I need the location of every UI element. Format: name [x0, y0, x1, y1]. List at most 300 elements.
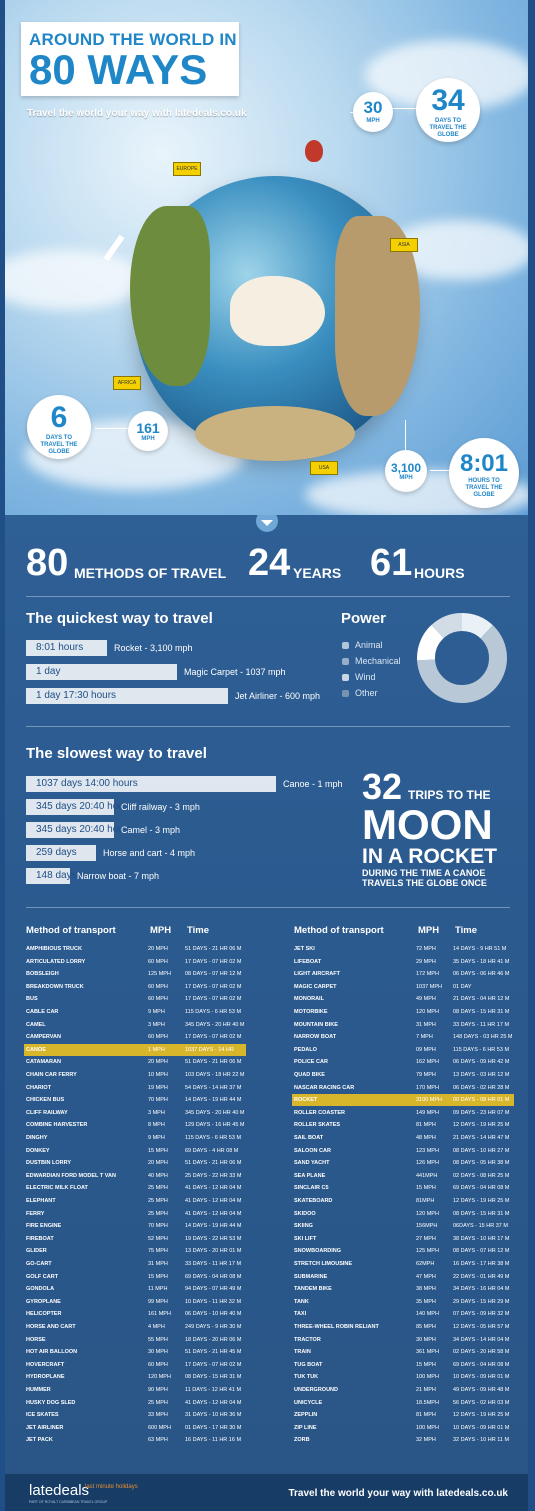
table-row [24, 1409, 246, 1421]
bubble-number: 30 [363, 98, 383, 117]
cell-time: 09 DAYS - 23 HR 07 M [453, 1109, 510, 1116]
cell-mph: 25 MPH [148, 1198, 168, 1204]
legend-swatch [342, 658, 349, 665]
cell-time: 12 DAYS - 19 HR 25 M [453, 1122, 510, 1129]
table-row [292, 1346, 514, 1358]
cell-time: 41 DAYS - 12 HR 04 M [185, 1198, 242, 1204]
cell-mph: 125 MPH [416, 1248, 439, 1255]
cell-mph: 90 MPH [148, 1387, 168, 1393]
table-row [292, 1019, 514, 1031]
cell-method: UNICYCLE [294, 1399, 323, 1406]
cell-mph: 70 MPH [148, 1223, 168, 1230]
cell-time: 51 DAYS - 21 HR 06 M [185, 1059, 242, 1066]
table-row [24, 981, 246, 993]
cell-mph: 1037 MPH [416, 983, 442, 990]
slowest-bar-label: Narrow boat - 7 mph [77, 871, 160, 881]
cell-method: SUBMARINE [294, 1273, 328, 1280]
cell-time: 07 DAYS - 09 HR 32 M [453, 1311, 510, 1318]
footer-logo[interactable]: latedeals [29, 1482, 90, 1499]
cell-mph: 31 MPH [416, 1021, 436, 1028]
table-row [292, 1258, 514, 1270]
table-row [24, 956, 246, 968]
stat-methods-number: 80 [26, 542, 69, 584]
cell-method: CAMEL [26, 1021, 46, 1028]
cell-time: 41 DAYS - 12 HR 04 M [185, 1185, 242, 1192]
cell-mph: 156MPH [416, 1223, 438, 1230]
cell-method: TANDEM BIKE [294, 1286, 332, 1293]
table-row [24, 1245, 246, 1257]
cell-mph: 3 MPH [148, 1109, 165, 1116]
cell-method: BUS [26, 996, 38, 1003]
table-row [24, 1069, 246, 1081]
cell-mph: 30 MPH [148, 1349, 168, 1356]
moon-line5: TRAVELS THE GLOBE ONCE [362, 878, 487, 888]
slowest-bar [26, 868, 77, 884]
cell-method: ZIP LINE [294, 1424, 317, 1431]
table-row [24, 1359, 246, 1371]
cell-method: HOVERCRAFT [26, 1361, 65, 1368]
cell-mph: 35 MPH [416, 1298, 436, 1305]
cell-method: MAGIC CARPET [294, 983, 337, 990]
table-row [24, 1006, 246, 1018]
quickest-bar [26, 664, 177, 680]
table-row [292, 1296, 514, 1308]
cell-time: 06 DAYS - 06 HR 46 M [453, 971, 510, 978]
connector-line [430, 470, 450, 471]
cell-method: GO-CART [26, 1261, 52, 1267]
cell-time: 115 DAYS - 6 HR 53 M [453, 1046, 510, 1053]
footer [5, 1474, 528, 1511]
cell-method: SEA PLANE [294, 1172, 326, 1179]
cell-time: 38 DAYS - 10 HR 17 M [453, 1235, 510, 1242]
table-row [24, 1195, 246, 1207]
cell-method: THREE-WHEEL ROBIN RELIANT [294, 1324, 379, 1330]
cell-method: LIFEBOAT [294, 958, 322, 965]
cell-mph: 125 MPH [148, 971, 171, 978]
table-row [24, 1157, 246, 1169]
table-row [292, 1308, 514, 1320]
cell-method: PEDALO [294, 1046, 317, 1053]
cell-method: CLIFF RAILWAY [26, 1109, 68, 1116]
table-row [24, 1233, 246, 1245]
table-row [24, 1170, 246, 1182]
quickest-bar-time: 1 day 17:30 hours [36, 690, 117, 701]
cell-time: 17 DAYS - 07 HR 02 M [185, 996, 242, 1003]
cell-time: 32 DAYS - 10 HR 11 M [453, 1437, 510, 1444]
table-row [292, 1208, 514, 1220]
cell-mph: 3 MPH [148, 1021, 165, 1028]
cell-mph: 19 MPH [148, 1084, 168, 1091]
table-row [292, 1195, 514, 1207]
cell-method: TUK TUK [294, 1374, 319, 1381]
quickest-bar-label: Magic Carpet - 1037 mph [184, 667, 286, 677]
cell-mph: 09 MPH [416, 1046, 436, 1053]
table-row [292, 1006, 514, 1018]
table-row [24, 1145, 246, 1157]
chevron-down-icon[interactable] [254, 515, 280, 533]
cell-mph: 162 MPH [416, 1059, 439, 1066]
cell-method: SALOON CAR [294, 1147, 331, 1154]
slowest-bar-label: Canoe - 1 mph [283, 779, 343, 789]
cell-method: BOBSLEIGH [26, 971, 59, 978]
cell-method: ICE SKATES [26, 1412, 59, 1419]
cell-method: TANK [294, 1298, 309, 1305]
cell-mph: 81 MPH [416, 1122, 436, 1129]
cell-mph: 31 MPH [148, 1261, 168, 1267]
table-row [24, 1397, 246, 1409]
stat-years-label: YEARS [293, 565, 342, 581]
table-row [292, 943, 514, 955]
cell-method: ZEPPLIN [294, 1412, 318, 1419]
cell-mph: 62MPH [416, 1261, 435, 1267]
cell-time: 06 DAYS - 09 HR 42 M [453, 1059, 510, 1066]
cell-time: 35 DAYS - 18 HR 41 M [453, 958, 510, 965]
cell-mph: 32 MPH [416, 1437, 436, 1444]
slowest-bar-time: 1037 days 14:00 hours [36, 778, 138, 789]
cell-method: CAMPERVAN [26, 1034, 61, 1041]
slowest-title: The slowest way to travel [26, 745, 207, 762]
cell-method: JET PACK [26, 1437, 53, 1444]
cell-mph: 27 MPH [416, 1235, 436, 1242]
moon-line2: MOON [362, 801, 493, 848]
cell-mph: 9 MPH [148, 1135, 165, 1141]
bubble-30-mph [353, 92, 393, 132]
table-row [292, 1069, 514, 1081]
cell-time: 17 DAYS - 07 HR 02 M [185, 1034, 242, 1041]
cell-method: CABLE CAR [26, 1009, 59, 1015]
table-row [24, 1346, 246, 1358]
cell-time: 08 DAYS - 15 HR 31 M [453, 1210, 510, 1217]
bubble-sub: HOURS TO TRAVEL THE GLOBE [465, 478, 503, 498]
cell-method: CATAMARAN [26, 1059, 61, 1066]
cell-time: 01 DAYS - 17 HR 30 M [185, 1424, 242, 1431]
cell-method: FERRY [26, 1210, 45, 1217]
table-row [24, 943, 246, 955]
quickest-bar [26, 688, 228, 704]
moon-line4: DURING THE TIME A CANOE [362, 868, 486, 878]
hero-tagline: Travel the world your way with latedeals.co.uk [27, 108, 247, 119]
cell-method: MOUNTAIN BIKE [294, 1021, 338, 1028]
cell-time: 51 DAYS - 21 HR 06 M [185, 946, 242, 952]
sign-europe: EUROPE [173, 162, 201, 176]
cell-time: 10 DAYS - 09 HR 01 M [453, 1374, 510, 1381]
cell-method: SKIING [294, 1223, 313, 1230]
cell-time: 41 DAYS - 12 HR 04 M [185, 1210, 242, 1217]
cell-time: 69 DAYS - 04 HR 08 M [453, 1361, 510, 1368]
cloud [5, 250, 145, 310]
cell-method: QUAD BIKE [294, 1072, 325, 1078]
cell-method: BREAKDOWN TRUCK [26, 983, 84, 990]
table-row [292, 1371, 514, 1383]
cell-method: ROLLER COASTER [294, 1109, 346, 1116]
table-row [292, 1434, 514, 1446]
legend-label: Mechanical [355, 656, 401, 666]
cell-mph: 63 MPH [148, 1437, 168, 1444]
cell-mph: 85 MPH [416, 1324, 436, 1330]
table-row [292, 1107, 514, 1119]
power-donut-chart [416, 612, 508, 704]
moon-line3: IN A ROCKET [362, 845, 497, 868]
table-row [292, 1220, 514, 1232]
cell-method: TAXI [294, 1311, 307, 1318]
table-row [292, 956, 514, 968]
slowest-bar-time: 148 days [36, 870, 77, 881]
cell-mph: 361 MPH [416, 1349, 439, 1356]
cell-time: 34 DAYS - 14 HR 04 M [453, 1336, 510, 1343]
sign-usa: USA [310, 461, 338, 475]
cell-time: 21 DAYS - 14 HR 47 M [453, 1135, 510, 1141]
cell-method: HUSKY DOG SLED [26, 1399, 76, 1406]
table-header-time-left: Time [187, 925, 210, 936]
table-row [24, 1371, 246, 1383]
cell-time: 10 DAYS - 11 HR 32 M [185, 1298, 242, 1305]
table-row [24, 1132, 246, 1144]
table-header-time-right: Time [455, 925, 478, 936]
quickest-bar [26, 640, 107, 656]
cell-time: 94 DAYS - 07 HR 49 M [185, 1286, 242, 1293]
cell-mph: 40 MPH [148, 1172, 168, 1179]
cell-time: 00 DAYS - 08 HR 01 M [453, 1097, 510, 1104]
table-row [24, 1308, 246, 1320]
cell-time: 345 DAYS - 20 HR 40 M [185, 1109, 245, 1116]
cell-time: 10 DAYS - 09 HR 01 M [453, 1424, 510, 1431]
cell-time: 51 DAYS - 21 HR 06 M [185, 1160, 242, 1167]
bubble-sub: DAYS TO TRAVEL THE GLOBE [429, 118, 467, 138]
quickest-bar-time: 1 day [36, 666, 61, 677]
cell-method: HORSE AND CART [26, 1324, 76, 1330]
cell-time: 69 DAYS - 04 HR 08 M [453, 1185, 510, 1192]
cell-mph: 15 MPH [416, 1185, 436, 1192]
cell-method: ROCKET [294, 1097, 318, 1104]
cell-time: 25 DAYS - 22 HR 33 M [185, 1172, 242, 1179]
cell-method: TRAIN [294, 1349, 311, 1356]
cell-time: 21 DAYS - 04 HR 12 M [453, 996, 510, 1003]
cell-method: CHICKEN BUS [26, 1097, 65, 1104]
cell-mph: 79 MPH [416, 1072, 436, 1078]
table-row [24, 993, 246, 1005]
cell-time: 17 DAYS - 07 HR 02 M [185, 983, 242, 990]
table-row [292, 1359, 514, 1371]
table-row [292, 1044, 514, 1056]
slowest-bar-time: 345 days 20:40 hours [36, 801, 133, 812]
table-row [24, 1107, 246, 1119]
slowest-bar-label: Cliff railway - 3 mph [121, 802, 200, 812]
bubble-number: 161 [136, 420, 160, 436]
cell-method: CANOE [26, 1046, 46, 1053]
cell-mph: 25 MPH [148, 1399, 168, 1406]
table-row [24, 1031, 246, 1043]
slowest-bar [26, 776, 276, 792]
bubble-161-mph [128, 411, 168, 451]
cell-method: LIGHT AIRCRAFT [294, 971, 340, 978]
cell-method: DONKEY [26, 1147, 50, 1154]
cell-time: 49 DAYS - 09 HR 48 M [453, 1387, 510, 1393]
cell-mph: 15 MPH [148, 1147, 168, 1154]
cell-mph: 120 MPH [416, 1009, 439, 1015]
cell-mph: 4 MPH [148, 1324, 165, 1330]
cell-mph: 60 MPH [148, 1034, 168, 1041]
cell-method: ZORB [294, 1437, 310, 1444]
cell-method: CHARIOT [26, 1084, 52, 1091]
table-row [24, 1283, 246, 1295]
cell-method: MOTORBIKE [294, 1009, 328, 1015]
cell-time: 14 DAYS - 19 HR 44 M [185, 1097, 242, 1104]
cell-mph: 55 MPH [148, 1336, 168, 1343]
cell-mph: 149 MPH [416, 1109, 439, 1116]
cell-method: ELEPHANT [26, 1198, 56, 1204]
cell-time: 06 DAYS - 02 HR 28 M [453, 1084, 510, 1091]
cell-method: EDWARDIAN FORD MODEL T VAN [26, 1172, 116, 1179]
title-box [21, 22, 239, 96]
cell-time: 13 DAYS - 20 HR 01 M [185, 1248, 242, 1255]
table-row [24, 1384, 246, 1396]
hot-air-balloon-icon [305, 140, 323, 162]
cell-mph: 9 MPH [148, 1009, 165, 1015]
cell-method: SKIDOO [294, 1210, 316, 1217]
cell-method: FIRE ENGINE [26, 1223, 62, 1230]
cell-time: 56 DAYS - 02 HR 03 M [453, 1399, 510, 1406]
cell-time: 13 DAYS - 03 HR 12 M [453, 1072, 510, 1078]
slowest-bar-time: 259 days [36, 847, 77, 858]
cell-time: 69 DAYS - 04 HR 08 M [185, 1273, 242, 1280]
cell-time: 345 DAYS - 20 HR 40 M [185, 1021, 245, 1028]
moon-number: 32 [362, 766, 403, 807]
cell-method: ROLLER SKATES [294, 1122, 341, 1129]
legend-swatch [342, 690, 349, 697]
table-row [24, 1119, 246, 1131]
cell-mph: 99 MPH [148, 1298, 168, 1305]
cell-time: 06DAYS - 15 HR 37 M [453, 1223, 508, 1230]
cell-method: NASCAR RACING CAR [294, 1084, 355, 1091]
bubble-sub: MPH [366, 118, 380, 124]
cell-time: 18 DAYS - 20 HR 06 M [185, 1336, 242, 1343]
cell-mph: 3100 MPH [416, 1097, 442, 1104]
title-line-2: 80 WAYS [29, 46, 208, 93]
cell-time: 16 DAYS - 17 HR 38 M [453, 1261, 510, 1267]
footer-tagline: Travel the world your way with latedeals.co.uk [288, 1488, 508, 1499]
cell-time: 11 DAYS - 12 HR 41 M [185, 1387, 242, 1393]
cell-mph: 120 MPH [416, 1210, 439, 1217]
cell-mph: 20 MPH [148, 946, 168, 952]
legend-swatch [342, 642, 349, 649]
cell-method: FIREBOAT [26, 1235, 54, 1242]
cell-time: 14 DAYS - 9 HR 51 M [453, 946, 507, 952]
cell-mph: 47 MPH [416, 1273, 436, 1280]
footer-logo-small: PART OF ROYALT CARIBBEAN TRAVEL GROUP [29, 1500, 108, 1504]
cell-time: 08 DAYS - 05 HR 38 M [453, 1160, 510, 1167]
table-row [24, 968, 246, 980]
table-row [292, 1283, 514, 1295]
cell-time: 1037 DAYS - 14 HR [185, 1046, 234, 1053]
table-row [24, 1208, 246, 1220]
cell-mph: 140 MPH [416, 1311, 439, 1318]
power-title: Power [341, 610, 387, 627]
legend-swatch [342, 674, 349, 681]
quickest-bar-label: Rocket - 3,100 mph [114, 643, 193, 653]
cell-time: 129 DAYS - 16 HR 45 M [185, 1122, 245, 1129]
cell-method: DUSTBIN LORRY [26, 1160, 72, 1167]
cell-mph: 7 MPH [416, 1034, 433, 1041]
cell-method: HORSE [26, 1336, 46, 1343]
cell-method: TRACTOR [294, 1336, 321, 1343]
table-row [24, 1258, 246, 1270]
cell-time: 115 DAYS - 6 HR 53 M [185, 1009, 242, 1015]
bubble-3100-mph [385, 450, 427, 492]
cell-time: 12 DAYS - 19 HR 25 M [453, 1198, 510, 1204]
cell-time: 12 DAYS - 19 HR 25 M [453, 1412, 510, 1419]
cell-mph: 172 MPH [416, 971, 439, 978]
title-line-1: AROUND THE WORLD IN [29, 30, 237, 49]
table-row [292, 1422, 514, 1434]
cell-method: GOLF CART [26, 1273, 59, 1280]
cell-method: HYDROPLANE [26, 1374, 65, 1381]
bubble-sub: MPH [141, 436, 155, 442]
cell-mph: 60 MPH [148, 996, 168, 1003]
quickest-bar-time: 8:01 hours [36, 642, 84, 653]
cell-method: HOT AIR BALLOON [26, 1349, 78, 1356]
table-row [292, 1321, 514, 1333]
cell-method: AMPHIBIOUS TRUCK [26, 946, 82, 952]
table-row [292, 1334, 514, 1346]
table-row [292, 1409, 514, 1421]
cell-time: 29 DAYS - 15 HR 29 M [453, 1298, 510, 1305]
slowest-bar [26, 845, 96, 861]
slowest-bar-label: Camel - 3 mph [121, 825, 181, 835]
cell-mph: 100 MPH [416, 1424, 439, 1431]
cell-mph: 120 MPH [148, 1374, 171, 1381]
table-row [24, 1271, 246, 1283]
table-row [292, 1094, 514, 1106]
table-row [292, 1182, 514, 1194]
moon-line1: TRIPS TO THE [408, 788, 491, 802]
table-row [292, 1271, 514, 1283]
table-row [292, 1082, 514, 1094]
slowest-bar-label: Horse and cart - 4 mph [103, 848, 196, 858]
cell-time: 02 DAYS - 08 HR 25 M [453, 1172, 510, 1179]
table-row [292, 1384, 514, 1396]
cell-method: SAND YACHT [294, 1160, 330, 1167]
cell-time: 06 DAYS - 10 HR 40 M [185, 1311, 242, 1318]
cell-mph: 70 MPH [148, 1097, 168, 1104]
table-row [24, 1321, 246, 1333]
slowest-bar [26, 822, 133, 838]
cell-mph: 10 MPH [148, 1072, 168, 1078]
cell-mph: 20 MPH [148, 1160, 168, 1167]
cell-time: 103 DAYS - 18 HR 22 M [185, 1072, 245, 1078]
cell-time: 148 DAYS - 03 HR 25 M [453, 1034, 513, 1041]
table-row [292, 1245, 514, 1257]
cell-mph: 60 MPH [148, 958, 168, 965]
cell-mph: 15 MPH [148, 1273, 168, 1280]
quickest-title: The quickest way to travel [26, 610, 213, 627]
cell-mph: 8 MPH [148, 1122, 165, 1129]
cell-mph: 126 MPH [416, 1160, 439, 1167]
cell-time: 22 DAYS - 01 HR 49 M [453, 1273, 510, 1280]
stat-years-number: 24 [248, 542, 291, 584]
table-row [24, 1019, 246, 1031]
cell-time: 33 DAYS - 11 HR 17 M [453, 1021, 510, 1028]
cell-mph: 1 MPH [148, 1046, 165, 1053]
cell-method: SINCLAIR C5 [294, 1185, 329, 1192]
cell-mph: 600 MPH [148, 1424, 171, 1431]
cell-mph: 72 MPH [416, 946, 436, 952]
cell-time: 41 DAYS - 12 HR 04 M [185, 1399, 242, 1406]
cell-mph: 49 MPH [416, 996, 436, 1003]
cell-mph: 170 MPH [416, 1084, 439, 1091]
cell-method: GONDOLA [26, 1286, 55, 1293]
cell-method: POLICE CAR [294, 1059, 328, 1066]
table-row [24, 1422, 246, 1434]
